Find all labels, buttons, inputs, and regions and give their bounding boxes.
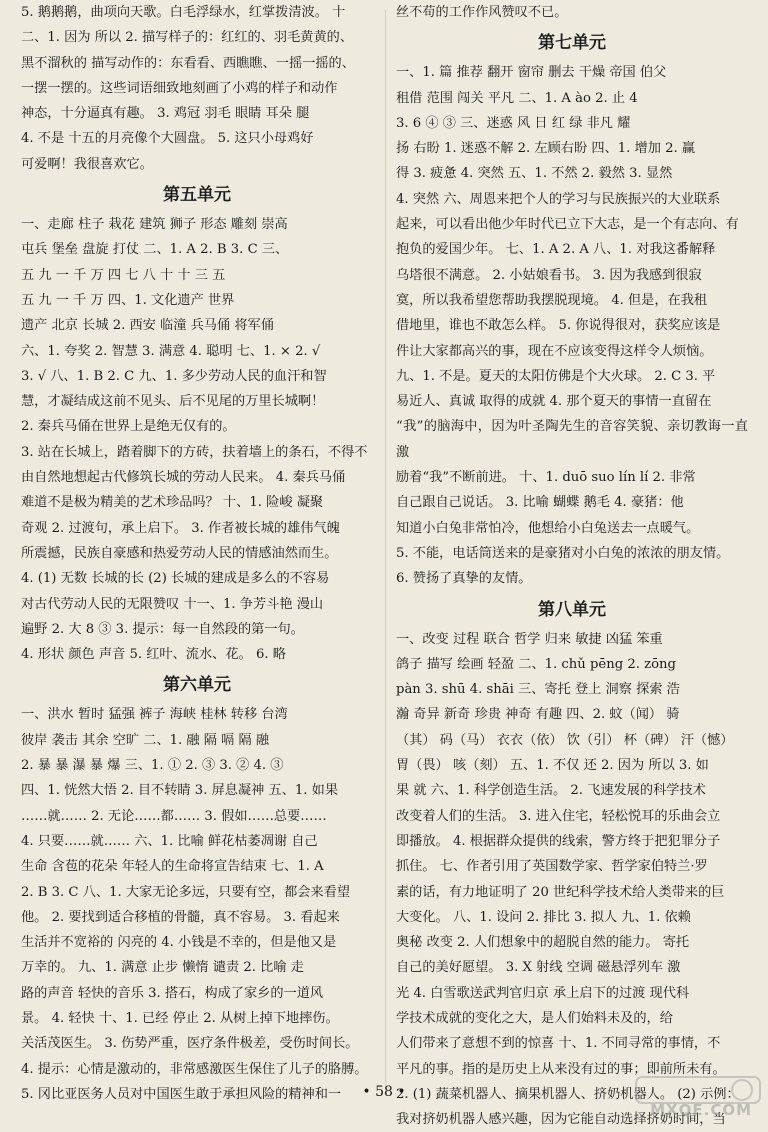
unit6-answer-block <box>21 702 373 1107</box>
text-line: 5. 冈比亚医务人员对中国医生敢于承担风险的精神和一 <box>21 1086 342 1102</box>
unit6-heading: 第六单元 <box>163 675 231 696</box>
text-line: 6. 赞扬了真挚的友情。 <box>396 571 532 587</box>
text-line: 得 3. 疲惫 4. 突然 五、1. 不然 2. 毅然 3. 显然 <box>396 166 673 182</box>
text-line: 一、1. 篇 推荐 翻开 窗帘 删去 干燥 帝国 伯父 <box>396 65 667 81</box>
unit6-continued-block <box>396 0 748 25</box>
text-line: 人们带来了意想不到的惊喜 十、1. 不同寻常的事情，不 <box>396 1036 721 1052</box>
text-line: 由自然地想起古代修筑长城的劳动人民来。 4. 秦兵马俑 <box>21 470 346 486</box>
column-divider <box>385 10 386 1090</box>
unit8-heading: 第八单元 <box>538 599 606 620</box>
unit5-answer-block <box>21 212 373 667</box>
text-line: 起来，可以看出他少年时代已立下大志，是一个有志向、有 <box>396 217 739 233</box>
text-line: 抱负的爱国少年。 七、1. A 2. A 八、1. 对我这番解释 <box>396 242 716 258</box>
text-line: 我对挤奶机器人感兴趣，因为它能自动选择挤奶时间，当 <box>396 1112 726 1128</box>
text-line: 即播放。 4. 根据群众提供的线索，警方终于把犯罪分子 <box>396 833 721 849</box>
text-line: 丝不苟的工作作风赞叹不已。 <box>396 5 568 20</box>
text-line: 九、1. 不是。夏天的太阳仿佛是个大火球。 2. C 3. 平 <box>396 368 716 384</box>
text-line: ……就…… 2. 无论……都…… 3. 假如……总要…… <box>21 808 327 824</box>
text-line: 屯兵 堡垒 盘旋 打仗 二、1. A 2. B 3. C 三、 <box>21 242 289 258</box>
text-line: 奇观 2. 过渡句，承上启下。 3. 作者被长城的雄伟气魄 <box>21 520 340 536</box>
text-line: 知道小白兔非常怕冷，他想给小白兔送去一点暖气。 <box>396 520 700 536</box>
text-line: 自己跟自己说话。 3. 比喻 蝴蝶 鹅毛 4. 豪猪：他 <box>396 495 684 511</box>
text-line: 一、洪水 暂时 猛强 裤子 海峡 桂林 转移 台湾 <box>21 707 288 723</box>
text-line: 2. B 3. C 八、1. 大家无论多远，只要有空，都会来看望 <box>21 884 351 900</box>
text-line: 2. 秦兵马俑在世界上是绝无仅有的。 <box>21 419 236 435</box>
text-line: 神态，十分逼真有趣。 3. 鸡冠 羽毛 眼睛 耳朵 腿 <box>21 106 310 122</box>
text-line: 租借 范围 闯关 平凡 二、1. A ào 2. 止 4 <box>396 90 638 106</box>
text-line: 一、走廊 柱子 栽花 建筑 狮子 形态 雕刻 崇高 <box>21 217 288 233</box>
text-line: “我”的脑海中，因为叶圣陶先生的音容笑貌、亲切教诲一直激 <box>396 419 748 460</box>
text-line: 3. √ 八、1. B 2. C 九、1. 多少劳动人民的血汗和智 <box>21 368 327 384</box>
text-line: 所震撼，民族自豪感和热爱劳动人民的情感油然而生。 <box>21 545 338 561</box>
text-line: 乌塔很不满意。 2. 小姑娘看书。 3. 因为我感到很寂 <box>396 267 702 283</box>
text-line: 素的话，有力地证明了 20 世纪科学技术给人类带来的巨 <box>396 884 725 900</box>
text-line: 黑不溜秋的 描写动作的：东看看、西瞧瞧、一摇一摇的、 <box>21 55 355 71</box>
text-line: 抓住。 七、作者引用了英国数学家、哲学家伯特兰·罗 <box>396 859 708 875</box>
right-column <box>396 0 748 1132</box>
text-line: 易近人、真诚 取得的成就 4. 那个夏天的事情一直留在 <box>396 394 712 410</box>
text-line: 励着“我”不断前进。 十、1. duō suo lín lí 2. 非常 <box>396 470 696 486</box>
text-line: （其） 码（马） 衣衣（依） 饮（引） 杯（碑） 汗（憾） <box>396 732 734 748</box>
text-line: 寞，所以我希望您帮助我摆脱现境。 4. 但是，在我租 <box>396 292 708 308</box>
watermark-text: MXQE.COM <box>650 1101 752 1119</box>
text-line: 五 九 一 千 万 四、1. 文化遗产 世界 <box>21 292 235 308</box>
text-line: 难道不是极为精美的艺术珍品吗？ 十、1. 险峻 凝聚 <box>21 495 324 511</box>
text-line: 扬 右盼 1. 迷惑不解 2. 左顾右盼 四、1. 增加 2. 赢 <box>396 141 696 157</box>
text-line: 大变化。 八、1. 设问 2. 排比 3. 拟人 九、1. 依赖 <box>396 909 691 925</box>
text-line: 二、1. 因为 所以 2. 描写样子的：红红的、羽毛黄黄的、 <box>21 30 354 46</box>
text-line: 光 4. 白雪歌送武判官归京 承上启下的过渡 现代科 <box>396 985 690 1001</box>
text-line: 路的声音 轻快的音乐 3. 搭石，构成了家乡的一道风 <box>21 985 324 1001</box>
text-line: 瀚 奇异 新奇 珍贵 神奇 有趣 四、2. 蚊（闻） 骑 <box>396 707 680 723</box>
text-line: 4. 只要……就…… 六、1. 比喻 鲜花枯萎凋谢 自己 <box>21 833 318 849</box>
text-line: 改变着人们的生活。 3. 进入住宅，轻松悦耳的乐曲会立 <box>396 808 721 824</box>
unit5-heading: 第五单元 <box>163 185 231 206</box>
text-line: 鸽子 描写 绘画 轻盈 二、1. chǔ pēng 2. zōng <box>396 656 676 672</box>
text-line: 果 就 六、1. 科学创造生活。 2. 飞速发展的科学技术 <box>396 783 706 799</box>
text-line: 一、改变 过程 联合 哲学 归来 敏捷 凶猛 笨重 <box>396 631 663 647</box>
text-line: 4. 形状 颜色 声音 5. 红叶、流水、花。 6. 略 <box>21 647 286 663</box>
text-line: 平凡的事。指的是历史上从来没有过的事；即前所未有。 <box>396 1061 726 1077</box>
text-line: 遗产 北京 长城 2. 西安 临潼 兵马俑 将军俑 <box>21 318 274 334</box>
text-line: 4. (1) 无数 长城的长 (2) 长城的建成是多么的不容易 <box>21 571 330 587</box>
page-number: • 58 • <box>362 1084 406 1100</box>
text-line: 件让大家都高兴的事，现在不应该变得这样令人烦恼。 <box>396 343 713 359</box>
text-line: 他。 2. 要找到适合移植的骨髓，真不容易。 3. 看起来 <box>21 909 340 925</box>
text-line: 借地里，谁也不敢怎么样。 5. 你说得很对，获奖应该是 <box>396 318 721 334</box>
text-line: 万幸的。 九、1. 满意 止步 懒惰 谴责 2. 比喻 走 <box>21 960 304 976</box>
text-line: 4. 突然 六、周恩来把个人的学习与民族振兴的大业联系 <box>396 191 721 207</box>
text-line: 可爱啊！我很喜欢它。 <box>21 156 153 172</box>
text-line: 一摆一摆的。这些词语细致地刻画了小鸡的样子和动作 <box>21 80 338 96</box>
text-line: 奥秘 改变 2. 人们想象中的超脱自然的能力。 寄托 <box>396 935 690 951</box>
text-line: 彼岸 袭击 其余 空旷 二、1. 融 隔 嗝 隔 融 <box>21 732 270 748</box>
text-line: 3. 6 ④ ③ 三、迷惑 风 日 红 绿 非凡 耀 <box>396 115 631 131</box>
unit4-continued-block <box>21 0 373 177</box>
left-column <box>21 0 373 1107</box>
watermark <box>634 1075 762 1119</box>
text-line: 4. 提示：心情是激动的，非常感激医生保住了儿子的胳膊。 <box>21 1061 368 1077</box>
text-line: pàn 3. shū 4. shāi 三、寄托 登上 洞察 探索 浩 <box>396 682 680 698</box>
text-line: 景。 4. 轻快 十、1. 已经 停止 2. 从树上掉下地摔伤。 <box>21 1010 339 1026</box>
text-line: 自己的美好愿望。 3. X 射线 空调 磁悬浮列车 激 <box>396 960 681 976</box>
text-line: 2. 暴 暴 瀑 暴 爆 三、1. ① 2. ③ 3. ② 4. ③ <box>21 758 284 774</box>
text-line: 5. 鹅鹅鹅，曲项向天歌。白毛浮绿水，红掌拨清波。 十 <box>21 5 346 20</box>
text-line: 遍野 2. 大 8 ③ 3. 提示：每一自然段的第一句。 <box>21 621 304 637</box>
text-line: 3. 站在长城上，踏着脚下的方砖，扶着墙上的条石，不得不 <box>21 444 368 460</box>
text-line: 胃（畏） 咳（刻） 五、1. 不仅 还 2. 因为 所以 3. 如 <box>396 758 709 774</box>
text-line: 5. 不能，电话筒送来的是豪猪对小白兔的浓浓的朋友情。 <box>396 545 730 561</box>
text-line: 学技术成就的变化之大，是人们始料未及的，给 <box>396 1010 673 1026</box>
text-line: 2. (1) 蔬菜机器人、摘果机器人、挤奶机器人。 (2) 示例： <box>396 1086 740 1102</box>
text-line: 生活并不宽裕的 闪亮的 4. 小钱是不幸的，但是他又是 <box>21 935 337 951</box>
unit7-answer-block <box>396 60 748 591</box>
text-line: 慧，才凝结成这前不见头、后不见尾的万里长城啊！ <box>21 394 325 410</box>
text-line: 四、1. 恍然大悟 2. 目不转睛 3. 屏息凝神 五、1. 如果 <box>21 783 339 799</box>
text-line: 关活茂医生。 3. 伤势严重，医疗条件极差，受伤时间长。 <box>21 1036 359 1052</box>
text-line: 生命 含苞的花朵 年轻人的生命将宣告结束 七、1. A <box>21 859 324 875</box>
unit8-answer-block <box>396 627 748 1132</box>
text-line: 六、1. 夸奖 2. 智慧 3. 满意 4. 聪明 七、1. × 2. √ <box>21 343 321 359</box>
text-line: 五 九 一 千 万 四 七 八 十 十 三 五 <box>21 267 226 283</box>
unit7-heading: 第七单元 <box>538 33 606 54</box>
text-line: 对古代劳动人民的无限赞叹 十一、1. 争芳斗艳 漫山 <box>21 596 324 612</box>
text-line: 4. 不是 十五的月亮像个大圆盘。 5. 这只小母鸡好 <box>21 131 314 147</box>
